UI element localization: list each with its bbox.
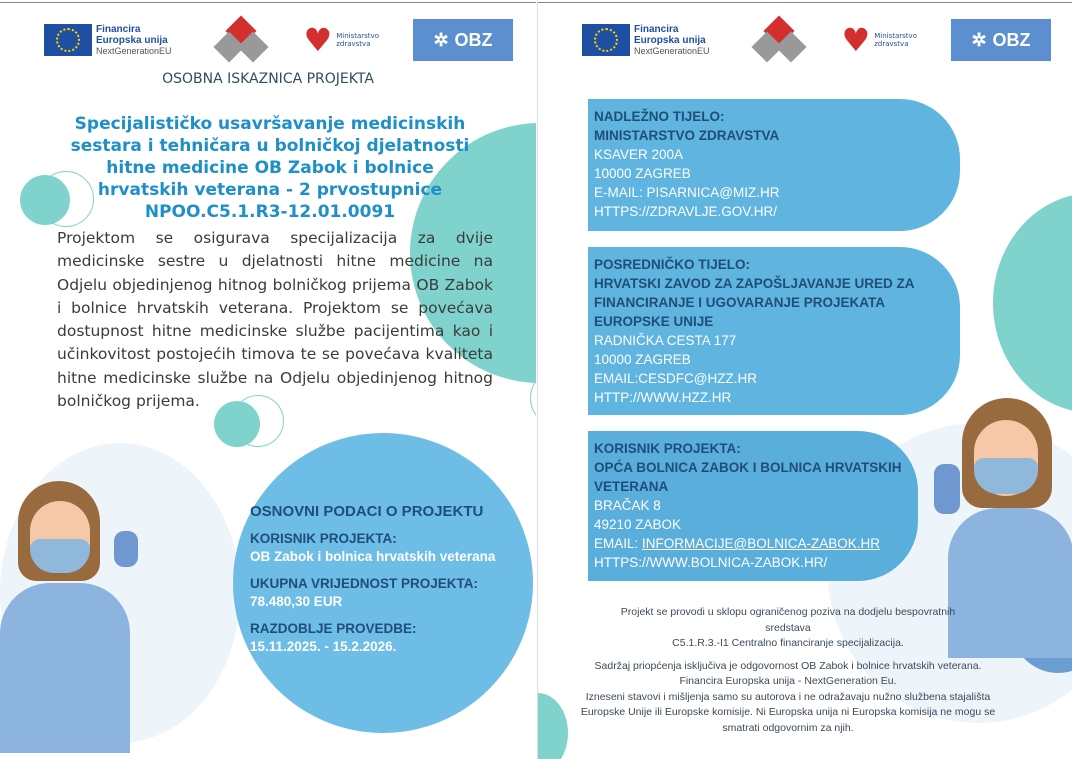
decor-circle — [537, 693, 568, 759]
address: KSAVER 200A — [594, 147, 684, 162]
hzz-logo — [756, 20, 802, 60]
intermediary-box — [588, 247, 960, 415]
box-name: MINISTARSTVO ZDRAVSTVA — [594, 128, 780, 143]
authority-box — [588, 99, 960, 231]
left-page — [0, 2, 536, 759]
eu-text: NextGenerationEU — [634, 45, 710, 56]
eu-flag-icon — [44, 24, 92, 56]
beneficiary-box — [588, 431, 918, 581]
cross-icon: ✲ — [971, 29, 987, 50]
period-label: RAZDOBLJE PROVEDBE: — [250, 621, 417, 636]
eu-logo — [582, 24, 710, 57]
eu-text: Financira — [634, 23, 679, 35]
ministry-text: zdravstva — [336, 40, 371, 48]
box-label: KORISNIK PROJEKTA: — [594, 441, 741, 456]
heart-icon: ♥ — [841, 21, 871, 59]
eu-logo — [44, 24, 172, 57]
eu-text: Europska unija — [96, 34, 168, 46]
website-link[interactable]: HTTP://WWW.HZZ.HR — [594, 390, 732, 405]
website-link[interactable]: HTTPS://ZDRAVLJE.GOV.HR/ — [594, 204, 778, 219]
ministry-text: Ministarstvo — [874, 32, 917, 40]
document-header: OSOBNA ISKAZNICA PROJEKTA — [162, 71, 374, 87]
email-label: EMAIL: — [594, 536, 643, 551]
project-title-text: Specijalističko usavršavanje medicinskih sestara i tehničara u bolničkoj djelatnosti hitne medicine OB Zabok i bolnice hrvatskih veterana - 2 prvostupnice — [70, 114, 470, 200]
hzz-logo — [218, 20, 264, 60]
obz-logo — [951, 19, 1051, 61]
city: 10000 ZAGREB — [594, 352, 691, 367]
basic-info — [250, 503, 536, 654]
obz-logo — [413, 19, 513, 61]
footer-text: Projekt se provodi u sklopu ograničenog poziva na dodjelu bespovratnih sredstava — [620, 606, 956, 634]
box-label: POSREDNIČKO TIJELO: — [594, 257, 751, 272]
ministry-text: Ministarstvo — [336, 32, 379, 40]
footer-text: Financira Europska unija - NextGeneration Eu. — [679, 675, 897, 687]
project-title — [60, 113, 480, 223]
logo-bar — [582, 19, 1051, 61]
value-label: UKUPNA VRIJEDNOST PROJEKTA: — [250, 576, 479, 591]
decor-circle — [993, 193, 1072, 413]
obz-text: OBZ — [992, 29, 1031, 50]
footer-text: C5.1.R.3.-I1 Centralno financiranje specijalizacija. — [672, 637, 904, 649]
obz-text: OBZ — [454, 29, 493, 50]
beneficiary-label: KORISNIK PROJEKTA: — [250, 531, 397, 546]
heart-icon: ♥ — [303, 21, 333, 59]
nurse-illustration — [0, 473, 150, 753]
email: EMAIL:CESDFC@HZZ.HR — [594, 371, 757, 386]
footer-disclaimer — [580, 605, 996, 736]
address: BRAČAK 8 — [594, 498, 661, 513]
basic-info-heading: OSNOVNI PODACI O PROJEKTU — [250, 503, 484, 520]
eu-text: NextGenerationEU — [96, 45, 172, 56]
box-name: OPĆA BOLNICA ZABOK I BOLNICA HRVATSKIH VETERANA — [594, 460, 902, 494]
email: E-MAIL: PISARNICA@MIZ.HR — [594, 185, 780, 200]
ministry-text: zdravstva — [874, 40, 909, 48]
box-label: NADLEŽNO TIJELO: — [594, 109, 725, 124]
eu-text: Financira — [96, 23, 141, 35]
box-name: HRVATSKI ZAVOD ZA ZAPOŠLJAVANJE URED ZA FINANCIRANJE I UGOVARANJE PROJEKATA EUROPSKE UNIJE — [594, 276, 915, 329]
city: 49210 ZABOK — [594, 517, 682, 532]
eu-text: Europska unija — [634, 34, 706, 46]
footer-text: Sadržaj priopćenja isključiva je odgovornost OB Zabok i bolnice hrvatskih veterana. — [594, 659, 982, 672]
website-link[interactable]: HTTPS://WWW.BOLNICA-ZABOK.HR/ — [594, 555, 828, 570]
city: 10000 ZAGREB — [594, 166, 691, 181]
period-value: 15.11.2025. - 15.2.2026. — [250, 639, 397, 654]
email-link[interactable]: INFORMACIJE@BOLNICA-ZABOK.HR — [642, 536, 880, 551]
cross-icon: ✲ — [433, 29, 449, 50]
beneficiary-value: OB Zabok i bolnica hrvatskih veterana — [250, 549, 496, 564]
footer-text: Izneseni stavovi i mišljenja samo su autorova i ne odražavaju nužno službena stajališta Europske Unije ili Europske komisije. Ni Europska unija ni Europska komisija ne mogu se smatrati odgovornim za njih. — [580, 690, 996, 734]
logo-bar — [44, 19, 513, 61]
ministry-logo — [303, 21, 379, 59]
eu-flag-icon — [582, 24, 630, 56]
value-amount: 78.480,30 EUR — [250, 594, 343, 609]
right-page — [537, 2, 1072, 759]
project-description: Projektom se osigurava specijalizacija za dvije medicinske sestre u djelatnosti hitne medicine na Odjelu objedinjenog hitnog bolničkog prijema OB Zabok i bolnice hrvatskih veterana. Projektom se povećava dostupnost hitne medicinske službe pacijentima kao i učinkovitost postojećih timova te se povećava kvaliteta hitne medicinske službe na Odjelu objedinjenog hitnog bolničkog prijema. — [57, 229, 493, 411]
address: RADNIČKA CESTA 177 — [594, 333, 737, 348]
project-code: NPOO.C5.1.R3-12.01.0091 — [144, 202, 396, 222]
ministry-logo — [841, 21, 917, 59]
